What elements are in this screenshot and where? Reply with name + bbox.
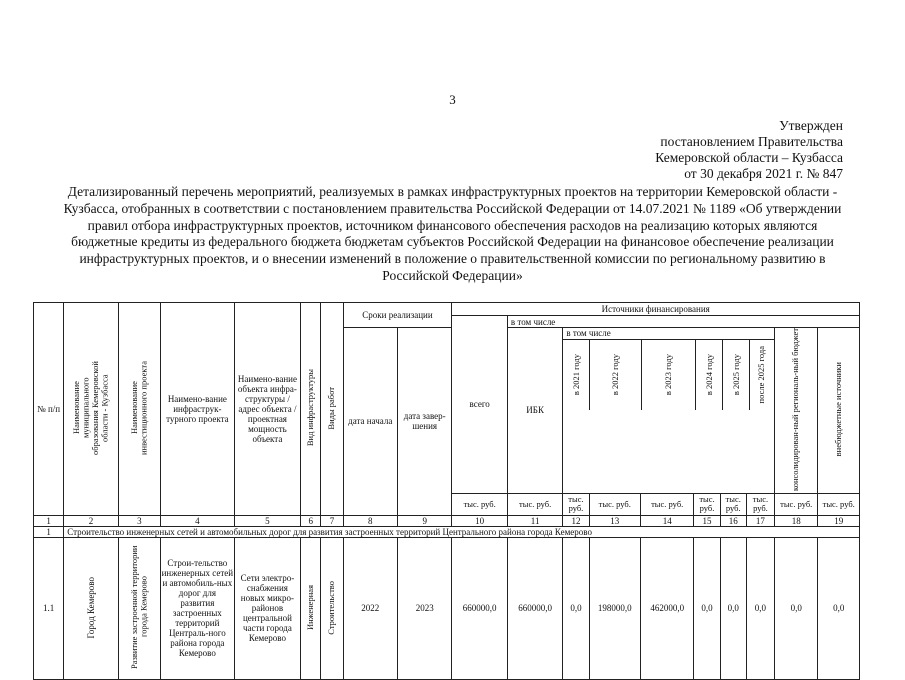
header-end-date: дата завер-шения (397, 328, 451, 516)
page-number: 3 (449, 92, 456, 107)
col-num: 15 (694, 515, 720, 526)
row-object-name: Сети электро-снабжения новых микро-районов центральной части города Кемерово (234, 537, 301, 679)
header-2024: в 2024 году (696, 340, 723, 410)
header-total: всего (452, 316, 507, 494)
row-work-type: Строительство (321, 537, 343, 679)
row-project: Развитие застроенной территории города Кемерово (118, 537, 160, 679)
header-project: Наименование инвестиционного проекта (118, 303, 160, 516)
row-infra-type: Инженерная (301, 537, 321, 679)
col-num: 19 (818, 515, 860, 526)
col-num: 13 (589, 515, 640, 526)
row-consolidated: 0,0 (775, 537, 818, 679)
table-row (34, 537, 860, 679)
header-2021: в 2021 году (563, 340, 590, 410)
unit-ibk: тыс. руб. (507, 493, 562, 515)
header-2025: в 2025 году (723, 340, 750, 410)
header-municipality: Наименование муниципального образования Кемеровской области - Кузбасса (64, 303, 118, 516)
unit-2025: тыс. руб. (720, 493, 746, 515)
row-municipality: Город Кемерово (64, 537, 118, 679)
row-start: 2022 (343, 537, 397, 679)
col-num: 9 (397, 515, 451, 526)
projects-table (33, 302, 860, 680)
header-deadlines: Сроки реализации (343, 303, 452, 328)
col-num: 4 (161, 515, 235, 526)
document-title: Детализированный перечень мероприятий, реализуемых в рамках инфраструктурных проектов на территории Кемеровской области - Кузбасса, отобранных в соответствии с постановлением правительства Российской Федерации от 14.07.2021 № 1189 «Об утверждении правил отбора инфраструктурных проектов, источником финансового обеспечения расходов на реализацию которых являются бюджетные кредиты из федерального бюджета бюджетам субъектов Российской Федерации на финансовое обеспечение реализации инфраструктурных проектов, и о внесении изменений в положение о правительственной комиссии по региональному развитию в Российской Федерации» (63, 184, 842, 283)
col-num: 5 (234, 515, 301, 526)
header-start-date: дата начала (343, 328, 397, 516)
row-offbudget: 0,0 (818, 537, 860, 679)
header-funding-sources: Источники финансирования (452, 303, 860, 316)
section-num: 1 (34, 526, 64, 537)
unit-offbudget: тыс. руб. (818, 493, 860, 515)
header-including: в том числе (507, 316, 859, 328)
approval-stamp (623, 118, 843, 182)
col-num: 12 (563, 515, 589, 526)
header-work-type: Виды работ (321, 303, 343, 516)
row-2021: 0,0 (563, 537, 589, 679)
unit-2022: тыс. руб. (589, 493, 640, 515)
col-num: 10 (452, 515, 507, 526)
header-infra-name: Наимено-вание инфраструк-турного проекта (161, 303, 235, 516)
unit-2021: тыс. руб. (563, 493, 589, 515)
unit-after-2025: тыс. руб. (746, 493, 774, 515)
header-consolidated: консолидирован-ный региональ-ный бюджет (775, 328, 818, 494)
row-end: 2023 (397, 537, 451, 679)
col-num: 17 (746, 515, 774, 526)
col-num: 1 (34, 515, 64, 526)
row-2024: 0,0 (694, 537, 720, 679)
row-2025: 0,0 (720, 537, 746, 679)
header-including-2: в том числе (563, 328, 774, 340)
row-num: 1.1 (34, 537, 64, 679)
header-2023: в 2023 году (642, 340, 696, 410)
col-num: 2 (64, 515, 118, 526)
header-years-group (563, 328, 775, 494)
row-infra-name: Строи-тельство инженерных сетей и автомобиль-ных дорог для развития застроенных территорий Централь-ного района города Кемерово (161, 537, 235, 679)
row-ibk: 660000,0 (507, 537, 562, 679)
header-years (563, 340, 774, 410)
approval-line-1: Утвержден (779, 118, 843, 133)
header-num: № п/п (34, 303, 64, 516)
row-2023: 462000,0 (640, 537, 693, 679)
section-row (34, 526, 860, 537)
column-numbers-row (34, 515, 860, 526)
col-num: 3 (118, 515, 160, 526)
header-offbudget: внебюджетные источники (818, 328, 860, 494)
approval-line-4: от 30 декабря 2021 г. № 847 (684, 166, 843, 181)
col-num: 18 (775, 515, 818, 526)
col-num: 16 (720, 515, 746, 526)
header-2022: в 2022 году (590, 340, 642, 410)
approval-line-3: Кемеровской области – Кузбасса (655, 150, 843, 165)
header-after-2025: после 2025 года (756, 346, 767, 404)
row-2022: 198000,0 (589, 537, 640, 679)
row-after-2025: 0,0 (746, 537, 774, 679)
unit-2024: тыс. руб. (694, 493, 720, 515)
unit-2023: тыс. руб. (640, 493, 693, 515)
col-num: 11 (507, 515, 562, 526)
col-num: 7 (321, 515, 343, 526)
section-title: Строительство инженерных сетей и автомобильных дорог для развития застроенных территорий Центрального района города Кемерово (64, 526, 860, 537)
header-object-name: Наимено-вание объекта инфра-структуры / адрес объекта / проектная мощность объекта (234, 303, 301, 516)
col-num: 6 (301, 515, 321, 526)
col-num: 8 (343, 515, 397, 526)
approval-line-2: постановлением Правительства (660, 134, 843, 149)
header-infra-type: Вид инфраструктуры (301, 303, 321, 516)
col-num: 14 (640, 515, 693, 526)
unit-total: тыс. руб. (452, 493, 507, 515)
header-ibk: ИБК (507, 328, 562, 494)
unit-consolidated: тыс. руб. (775, 493, 818, 515)
row-total: 660000,0 (452, 537, 507, 679)
